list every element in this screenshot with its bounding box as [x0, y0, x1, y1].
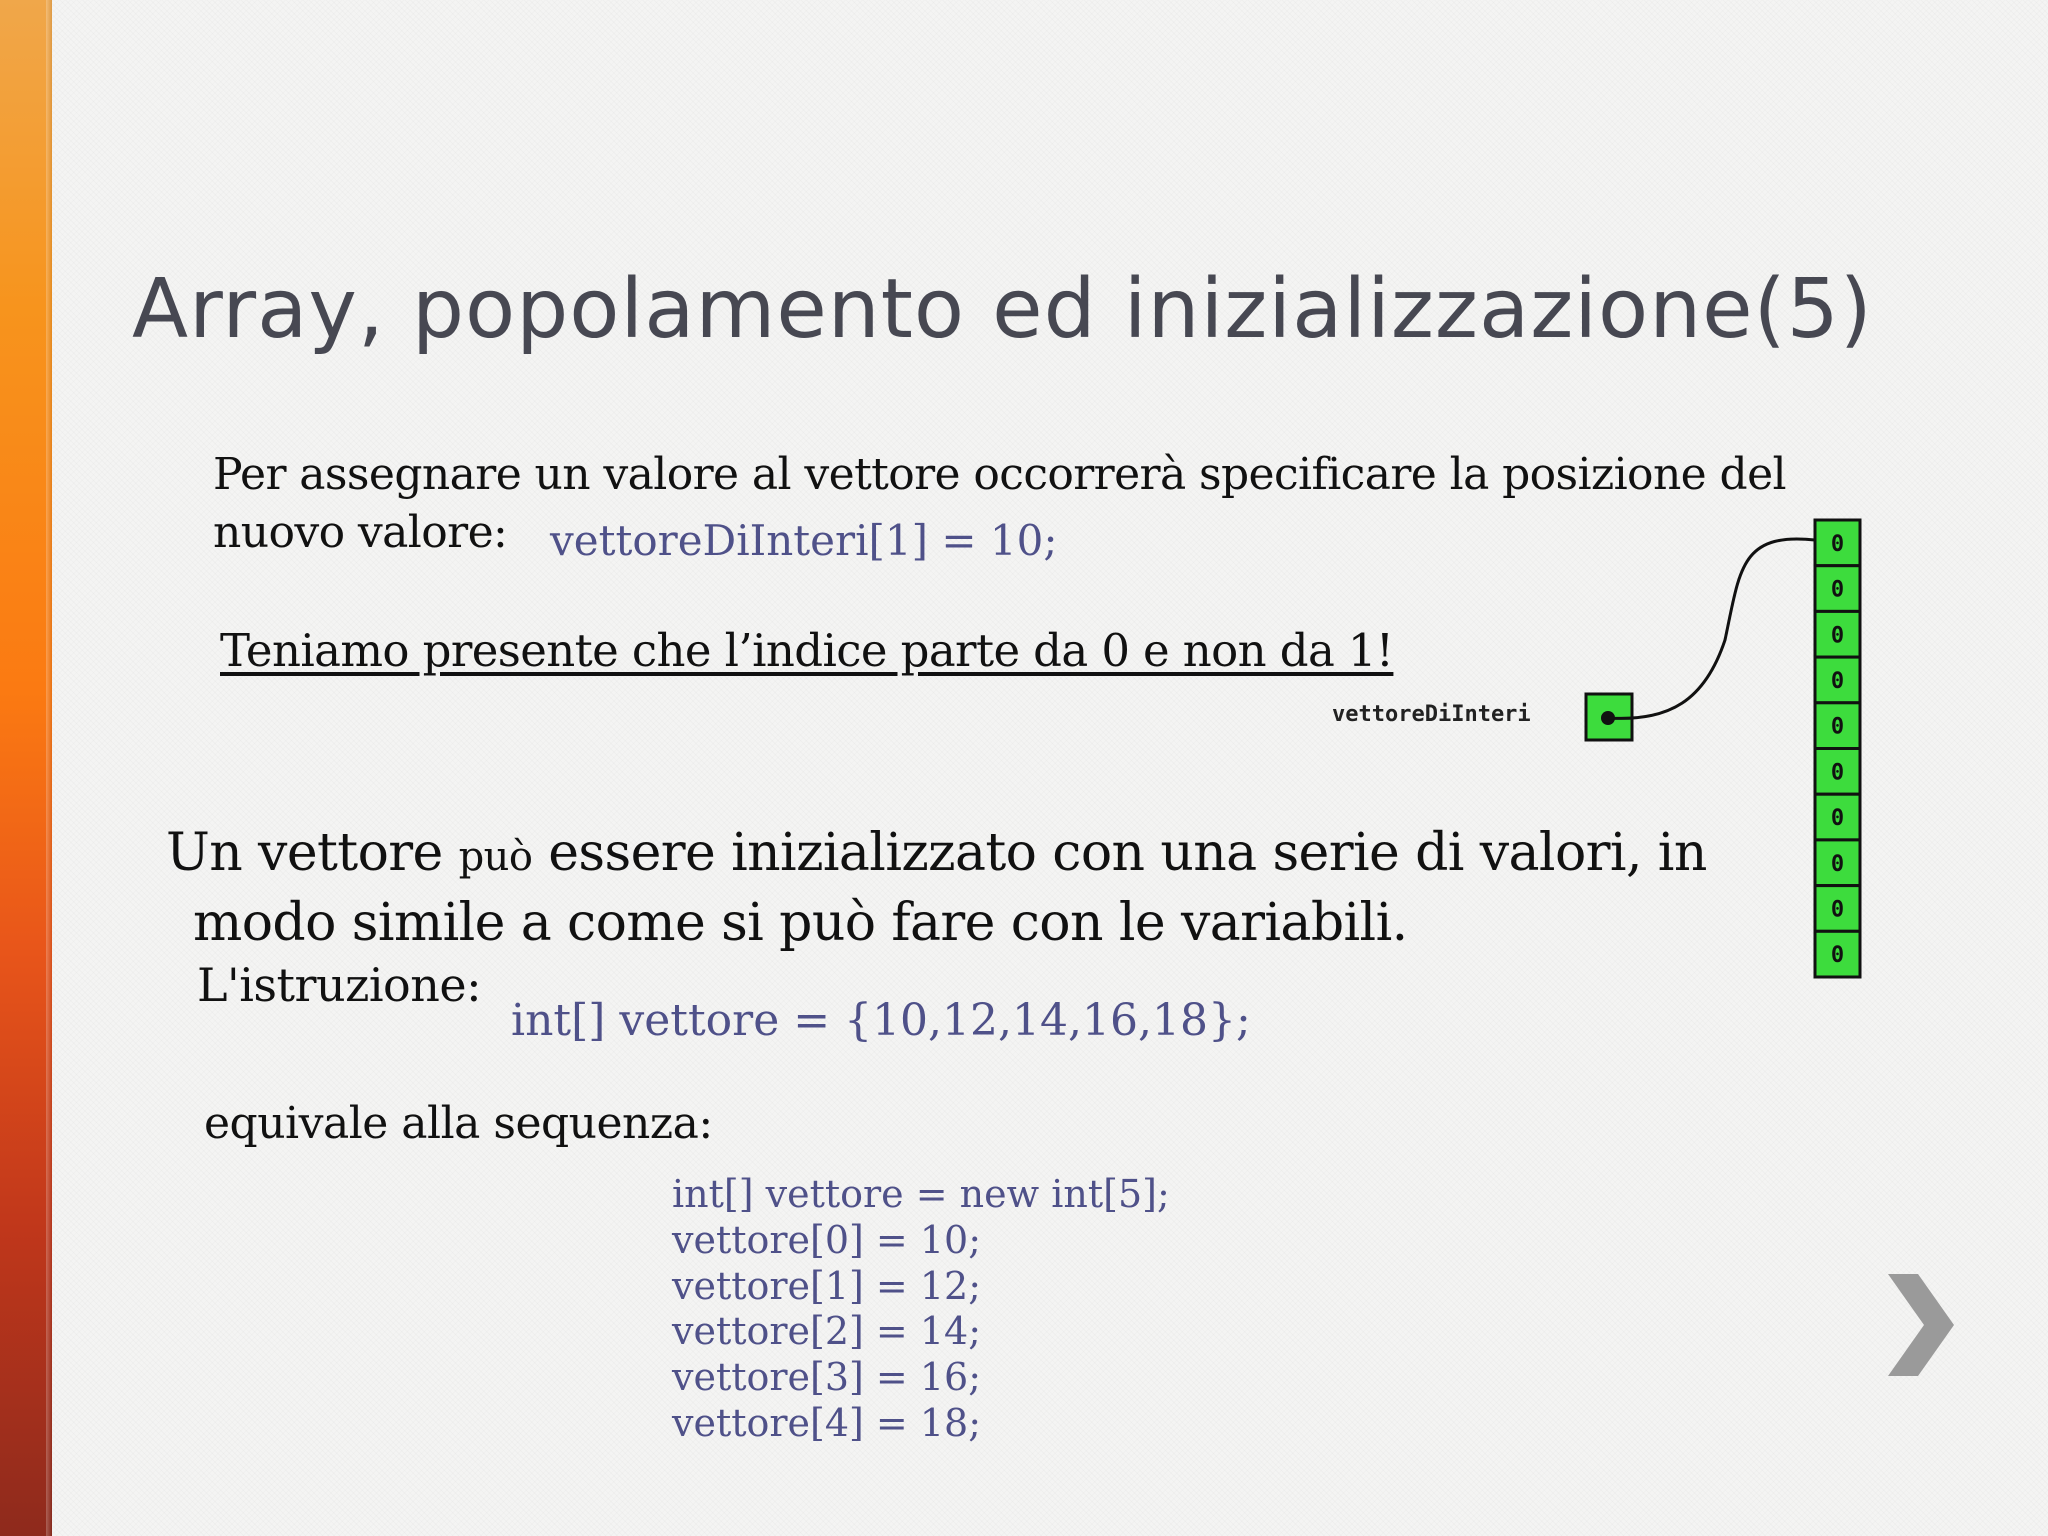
index-note: Teniamo presente che l’indice parte da 0 e non da 1!	[220, 624, 1394, 677]
array-diagram	[1320, 510, 1880, 1000]
code-sequence-line: vettore[1] = 12;	[672, 1263, 982, 1308]
array-cells	[1815, 520, 1860, 977]
equivale-label: equivale alla sequenza:	[204, 1098, 713, 1149]
array-cell	[1815, 611, 1860, 657]
istruzione-label: L'istruzione:	[197, 958, 482, 1012]
assign-paragraph-line-2: nuovo valore:	[213, 507, 508, 558]
array-cell-value: 0	[1830, 668, 1845, 694]
array-cell	[1815, 931, 1860, 977]
init-line1-part-c: essere inizializzato con una serie di valori, in	[532, 823, 1707, 883]
variable-label: vettoreDiInteri	[1332, 702, 1531, 727]
array-cell-value: 0	[1830, 623, 1845, 649]
code-sequence	[672, 1172, 1170, 1447]
code-sequence-line: vettore[3] = 16;	[672, 1355, 982, 1400]
init-code: int[] vettore = {10,12,14,16,18};	[511, 995, 1251, 1046]
array-cell-value: 0	[1830, 943, 1845, 969]
array-cell-value: 0	[1830, 806, 1845, 832]
array-cell-value: 0	[1830, 851, 1845, 877]
init-line1-part-b: può	[458, 834, 533, 880]
array-cell	[1815, 520, 1860, 566]
init-paragraph-line-2: modo simile a come si può fare con le variabili.	[193, 893, 1408, 953]
code-sequence-line: int[] vettore = new int[5];	[672, 1172, 1170, 1216]
array-cell	[1815, 840, 1860, 886]
init-line1-part-a: Un vettore	[166, 823, 459, 883]
array-cell-value: 0	[1830, 531, 1845, 557]
array-cell	[1815, 886, 1860, 932]
array-cell-value: 0	[1830, 577, 1845, 603]
reference-arrow	[1608, 539, 1815, 719]
code-sequence-line: vettore[4] = 18;	[672, 1400, 982, 1445]
array-cell-value: 0	[1830, 714, 1845, 740]
chevron-right-icon[interactable]	[1880, 1270, 1960, 1380]
array-cell	[1815, 749, 1860, 795]
accent-sidebar	[0, 0, 52, 1536]
assign-paragraph-line-1: Per assegnare un valore al vettore occorrerà specificare la posizione del	[213, 449, 1786, 500]
slide-title: Array, popolamento ed inizializzazione(5)	[132, 262, 1873, 357]
assign-code: vettoreDiInteri[1] = 10;	[550, 516, 1058, 565]
array-cell	[1815, 794, 1860, 840]
array-cell-value: 0	[1830, 760, 1845, 786]
array-cell	[1815, 566, 1860, 612]
array-cell-value: 0	[1830, 897, 1845, 923]
array-cell	[1815, 657, 1860, 703]
code-sequence-line: vettore[0] = 10;	[672, 1217, 982, 1262]
code-sequence-line: vettore[2] = 14;	[672, 1309, 982, 1354]
array-cell	[1815, 703, 1860, 749]
